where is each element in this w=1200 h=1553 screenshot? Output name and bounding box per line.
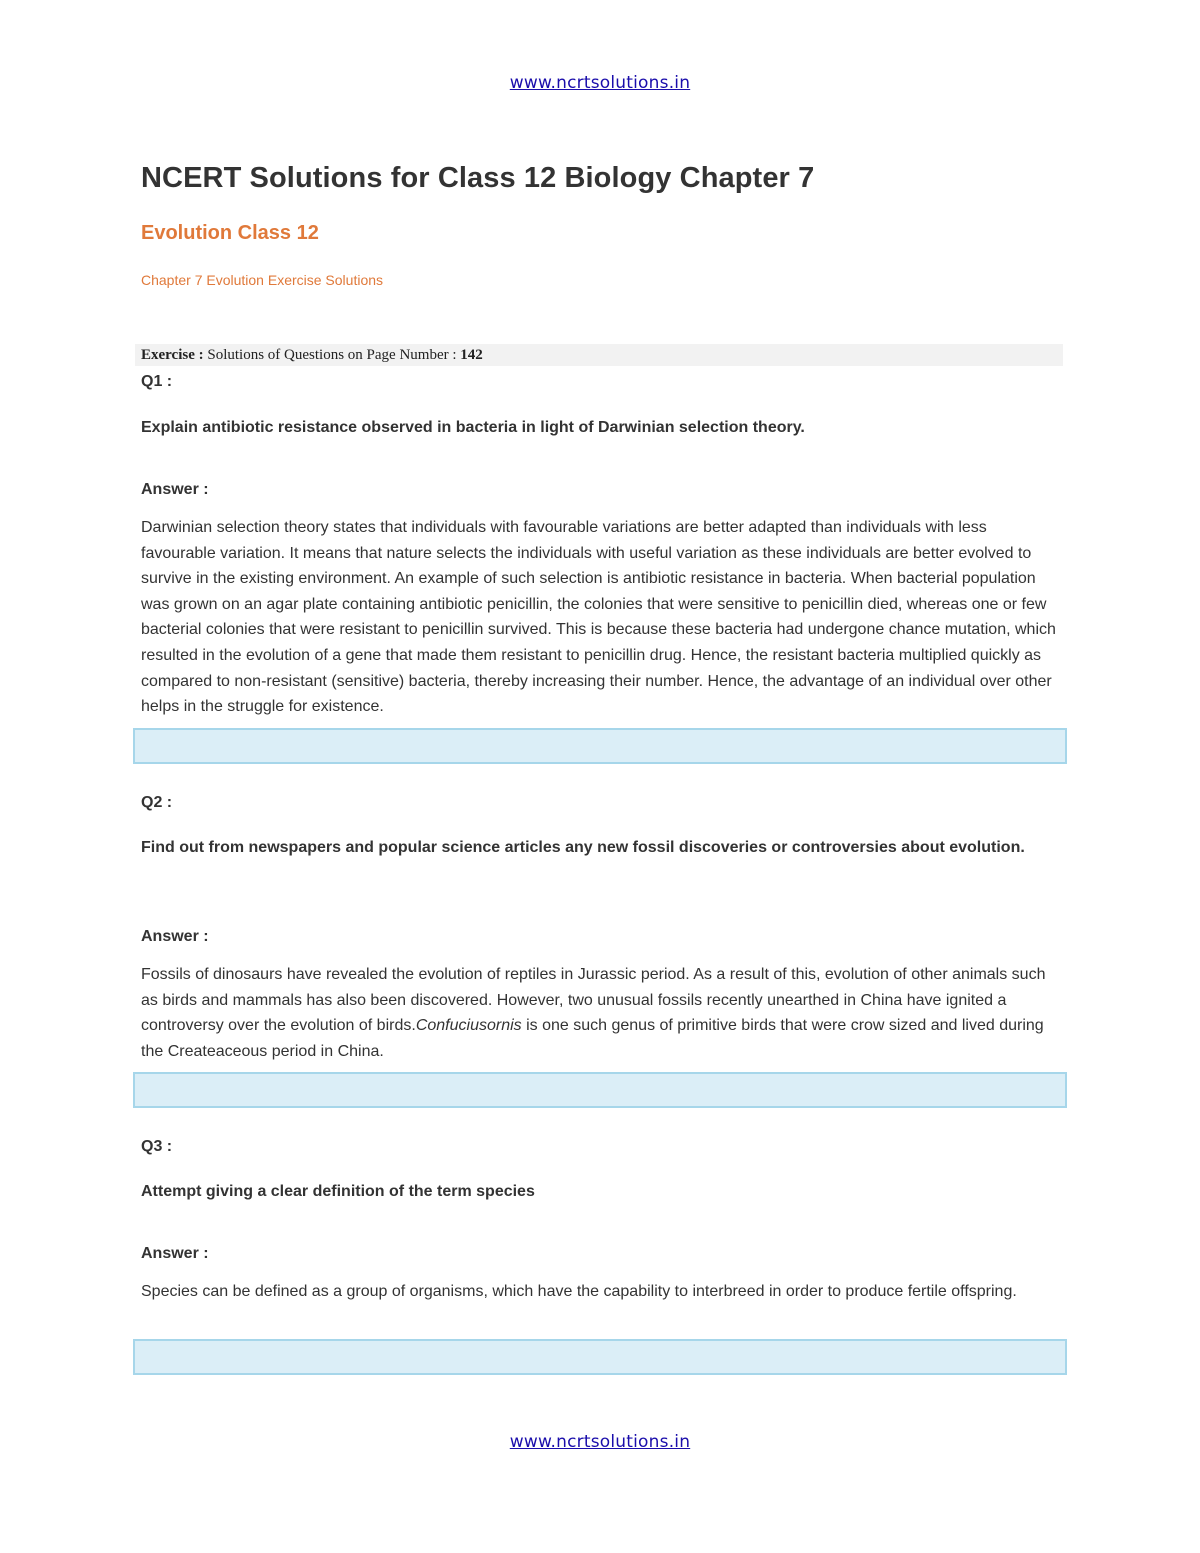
footer-site-link[interactable]: www.ncrtsolutions.in [509, 1432, 691, 1452]
question-3-label: Q3 : [141, 1138, 173, 1155]
answer-2-part1: Fossils of dinosaurs have revealed the evolution of reptiles in Jurassic period. As a result of this, evolution of other animals such as birds and mammals has also been discovered. However, two unusual fossils recently unearthed in China have ignited a controversy over the evolution of birds. [141, 966, 1046, 1035]
question-1-text: Explain antibiotic resistance observed in bacteria in light of Darwinian selection theory. [141, 419, 805, 436]
answer-1-separator [133, 728, 1067, 764]
answer-2-text [141, 962, 1061, 1064]
question-3-text: Attempt giving a clear definition of the term species [141, 1183, 535, 1200]
exercise-label: Exercise : [141, 347, 204, 363]
answer-2-separator [133, 1072, 1067, 1108]
exercise-bar [135, 344, 1063, 366]
answer-2-part2: is one such genus of primitive birds that were crow sized and lived during the Createaceous period in China. [141, 1017, 1044, 1060]
page-title: NCERT Solutions for Class 12 Biology Chapter 7 [141, 162, 815, 194]
answer-3-text: Species can be defined as a group of organisms, which have the capability to interbreed in order to produce fertile offspring. [141, 1283, 1017, 1300]
answer-2-genus: Confuciusornis [415, 1017, 522, 1035]
answer-2-label: Answer : [141, 928, 209, 945]
question-2-text: Find out from newspapers and popular science articles any new fossil discoveries or controversies about evolution. [141, 839, 1025, 856]
answer-3-label: Answer : [141, 1245, 209, 1262]
exercise-page-number: 142 [460, 347, 483, 363]
answer-1-label: Answer : [141, 481, 209, 498]
chapter-tagline: Chapter 7 Evolution Exercise Solutions [141, 272, 384, 288]
answer-3-separator [133, 1339, 1067, 1375]
header-site-link[interactable]: www.ncrtsolutions.in [509, 73, 691, 93]
question-1-label: Q1 : [141, 373, 173, 390]
answer-1-text: Darwinian selection theory states that individuals with favourable variations are better adapted than individuals with less favourable variation. It means that nature selects the individuals with useful variation as these individuals are better evolved to survive in the existing environment. An example of such selection is antibiotic resistance in bacteria. When bacterial population was grown on an agar plate containing antibiotic penicillin, the colonies that were sensitive to penicillin died, whereas one or few bacterial colonies that were resistant to penicillin survived. This is because these bacteria had undergone chance mutation, which resulted in the evolution of a gene that made them resistant to penicillin drug. Hence, the resistant bacteria multiplied quickly as compared to non-resistant (sensitive) bacteria, thereby increasing their number. Hence, the advantage of an individual over other helps in the struggle for existence. [141, 519, 1056, 716]
question-2-label: Q2 : [141, 794, 173, 811]
exercise-text: Solutions of Questions on Page Number : [203, 347, 461, 363]
page-subtitle: Evolution Class 12 [141, 222, 319, 244]
